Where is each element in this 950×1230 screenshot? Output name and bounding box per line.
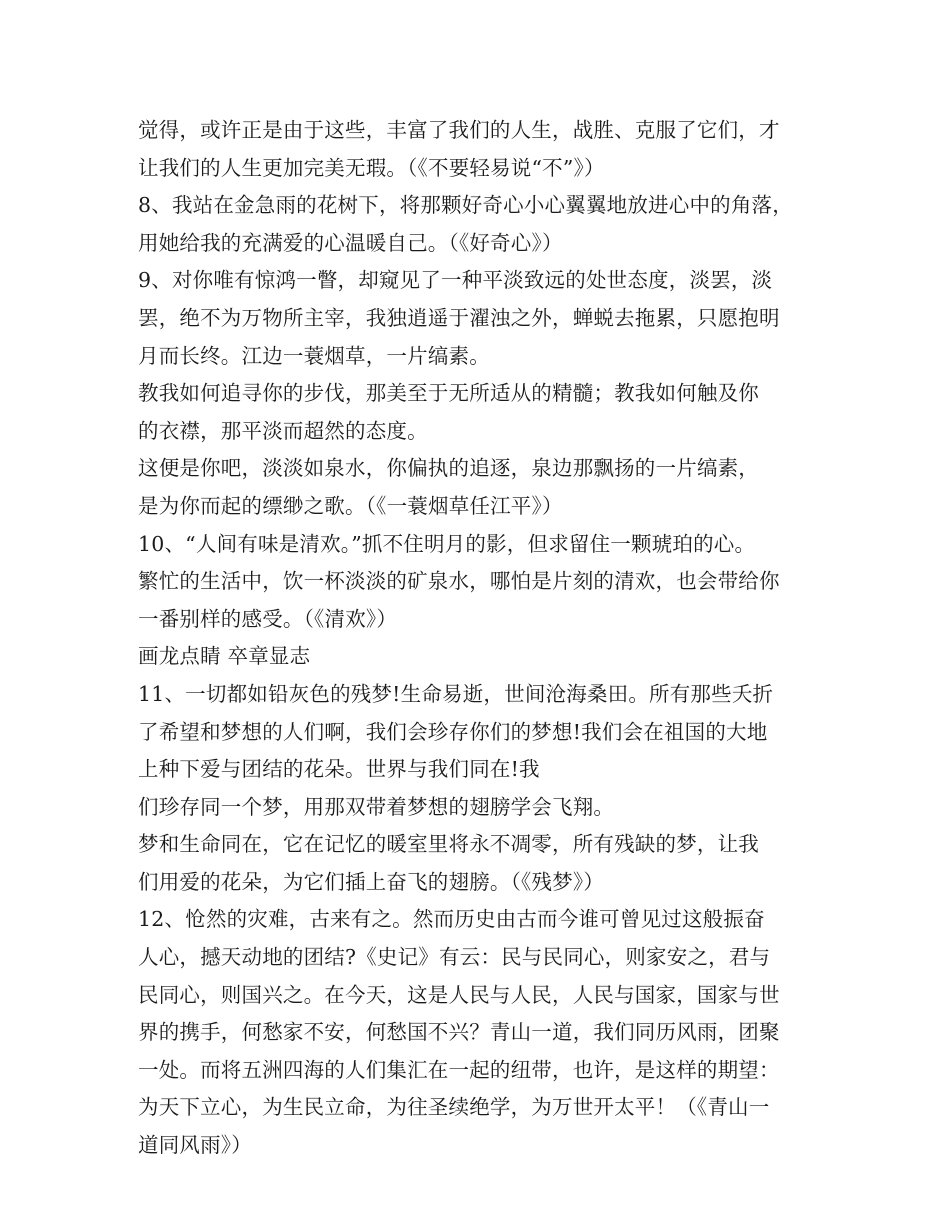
text-line: 繁忙的生活中，饮一杯淡淡的矿泉水，哪怕是片刻的清欢，也会带给你 <box>138 569 780 594</box>
text-line: 一处。而将五洲四海的人们集汇在一起的纽带，也许，是这样的期望： <box>138 1057 780 1082</box>
text-line: 罢，绝不为万物所主宰，我独逍遥于濯浊之外，蝉蜕去拖累，只愿抱明 <box>138 305 780 330</box>
text-line: 这便是你吧，淡淡如泉水，你偏执的追逐，泉边那飘扬的一片缟素， <box>138 456 759 481</box>
text-line: 11、一切都如铅灰色的残梦!生命易逝，世间沧海桑田。所有那些夭折 <box>138 681 774 706</box>
body-text <box>138 112 838 1165</box>
text-line: 的衣襟，那平淡而超然的态度。 <box>138 418 428 443</box>
text-line: 人心，撼天动地的团结?《史记》有云：民与民同心，则家安之，君与 <box>138 945 771 970</box>
text-line: 12、怆然的灾难，古来有之。然而历史由古而今谁可曾见过这般振奋 <box>138 907 765 932</box>
text-line: 教我如何追寻你的步伐，那美至于无所适从的精髓；教我如何触及你 <box>138 381 759 406</box>
text-line: 上种下爱与团结的花朵。世界与我们同在!我 <box>138 757 540 782</box>
text-line: 道同风雨》） <box>138 1133 252 1158</box>
text-line: 们用爱的花朵，为它们插上奋飞的翅膀。（《残梦》） <box>138 869 605 894</box>
text-line: 10、“人间有味是清欢。”抓不住明月的影，但求留住一颗琥珀的心。 <box>138 531 756 556</box>
text-line: 梦和生命同在，它在记忆的暖室里将永不凋零，所有残缺的梦，让我 <box>138 832 759 857</box>
text-line: 是为你而起的缥缈之歌。（《一蓑烟草任江平》） <box>138 493 563 518</box>
text-line: 民同心，则国兴之。在今天，这是人民与人民，人民与国家，国家与世 <box>138 982 780 1007</box>
text-line: 觉得，或许正是由于这些，丰富了我们的人生，战胜、克服了它们，才 <box>138 118 780 142</box>
text-line: 9、对你唯有惊鸿一瞥，却窥见了一种平淡致远的处世态度，淡罢，淡 <box>138 268 773 293</box>
text-line: 们珍存同一个梦，用那双带着梦想的翅膀学会飞翔。 <box>138 794 615 819</box>
text-line: 一番别样的感受。（《清欢》） <box>138 606 398 631</box>
text-line: 界的携手，何愁家不安，何愁国不兴？青山一道，我们同历风雨，团聚 <box>138 1020 780 1045</box>
text-line: 为天下立心，为生民立命，为往圣续绝学，为万世开太平！（《青山一 <box>138 1095 770 1120</box>
section-heading: 画龙点睛 卒章显志 <box>138 644 311 669</box>
text-line: 月而长终。江边一蓑烟草，一片缟素。 <box>138 343 490 368</box>
text-line: 用她给我的充满爱的心温暖自己。（《好奇心》） <box>138 230 563 255</box>
text-line: 让我们的人生更加完美无瑕。（《不要轻易说“不”》） <box>138 155 605 180</box>
text-line: 了希望和梦想的人们啊，我们会珍存你们的梦想!我们会在祖国的大地 <box>138 719 768 744</box>
text-line: 8、我站在金急雨的花树下，将那颗好奇心小心翼翼地放进心中的角落， <box>138 193 793 218</box>
